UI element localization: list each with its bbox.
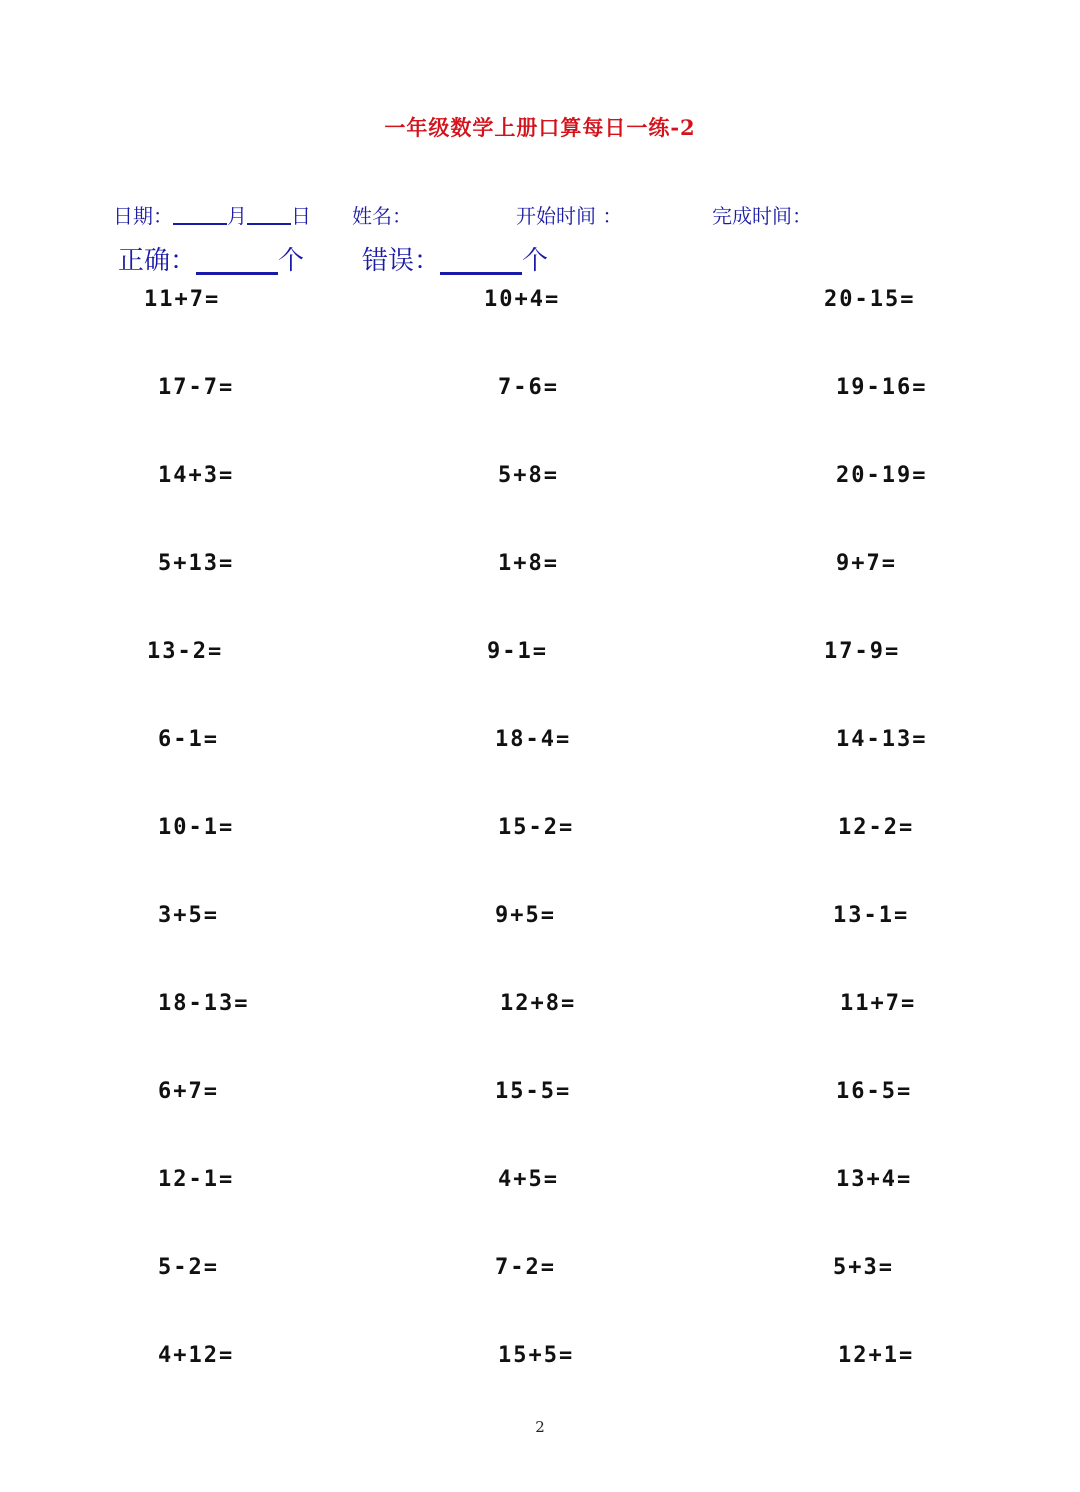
date-label: 日期： [113, 204, 173, 228]
math-problem: 13+4= [836, 1167, 913, 1192]
math-problem: 13-1= [833, 903, 910, 928]
math-problem: 7-6= [498, 375, 559, 400]
math-problem: 7-2= [495, 1255, 556, 1280]
math-problem: 15-2= [498, 815, 575, 840]
math-problem: 20-15= [824, 287, 916, 312]
name-label: 姓名： [352, 204, 412, 228]
page-number: 2 [535, 1418, 545, 1436]
math-problem: 9-1= [487, 639, 548, 664]
math-problem: 13-2= [147, 639, 224, 664]
math-problem: 1+8= [498, 551, 559, 576]
math-problem: 6-1= [158, 727, 219, 752]
day-blank[interactable] [247, 203, 291, 225]
month-label: 月 [227, 204, 247, 228]
math-problem: 12+1= [838, 1343, 915, 1368]
date-field [113, 200, 311, 229]
math-problem: 12-1= [158, 1167, 235, 1192]
day-label: 日 [291, 204, 311, 228]
math-problem: 12+8= [500, 991, 577, 1016]
math-problem: 6+7= [158, 1079, 219, 1104]
math-problem: 18-13= [158, 991, 250, 1016]
math-problem: 14-13= [836, 727, 928, 752]
math-problem: 11+7= [840, 991, 917, 1016]
math-problem: 5+13= [158, 551, 235, 576]
math-problem: 3+5= [158, 903, 219, 928]
math-problem: 10-1= [158, 815, 235, 840]
info-row [0, 200, 1080, 230]
math-problem: 17-9= [824, 639, 901, 664]
math-problem: 4+12= [158, 1343, 235, 1368]
math-problem: 14+3= [158, 463, 235, 488]
correct-unit: 个 [278, 246, 305, 276]
wrong-blank[interactable] [440, 244, 522, 275]
finish-time-label: 完成时间： [712, 204, 812, 228]
math-problem: 5+8= [498, 463, 559, 488]
math-problem: 19-16= [836, 375, 928, 400]
math-problem: 16-5= [836, 1079, 913, 1104]
score-row [0, 240, 1080, 280]
wrong-unit: 个 [522, 246, 549, 276]
correct-blank[interactable] [196, 244, 278, 275]
math-problem: 17-7= [158, 375, 235, 400]
math-problem: 18-4= [495, 727, 572, 752]
month-blank[interactable] [173, 203, 227, 225]
start-time-label: 开始时间 ： [516, 204, 623, 228]
correct-field [118, 240, 304, 277]
math-problem: 9+5= [495, 903, 556, 928]
wrong-field [362, 240, 548, 277]
math-problem: 12-2= [838, 815, 915, 840]
math-problem: 9+7= [836, 551, 897, 576]
wrong-label: 错误： [362, 246, 441, 276]
math-problem: 20-19= [836, 463, 928, 488]
math-problem: 15+5= [498, 1343, 575, 1368]
math-problem: 15-5= [495, 1079, 572, 1104]
math-problem: 11+7= [144, 287, 221, 312]
math-problem: 5+3= [833, 1255, 894, 1280]
math-problem: 10+4= [484, 287, 561, 312]
worksheet-title: 一年级数学上册口算每日一练-2 [384, 115, 696, 140]
math-problem: 5-2= [158, 1255, 219, 1280]
math-problem: 4+5= [498, 1167, 559, 1192]
correct-label: 正确： [118, 246, 197, 276]
